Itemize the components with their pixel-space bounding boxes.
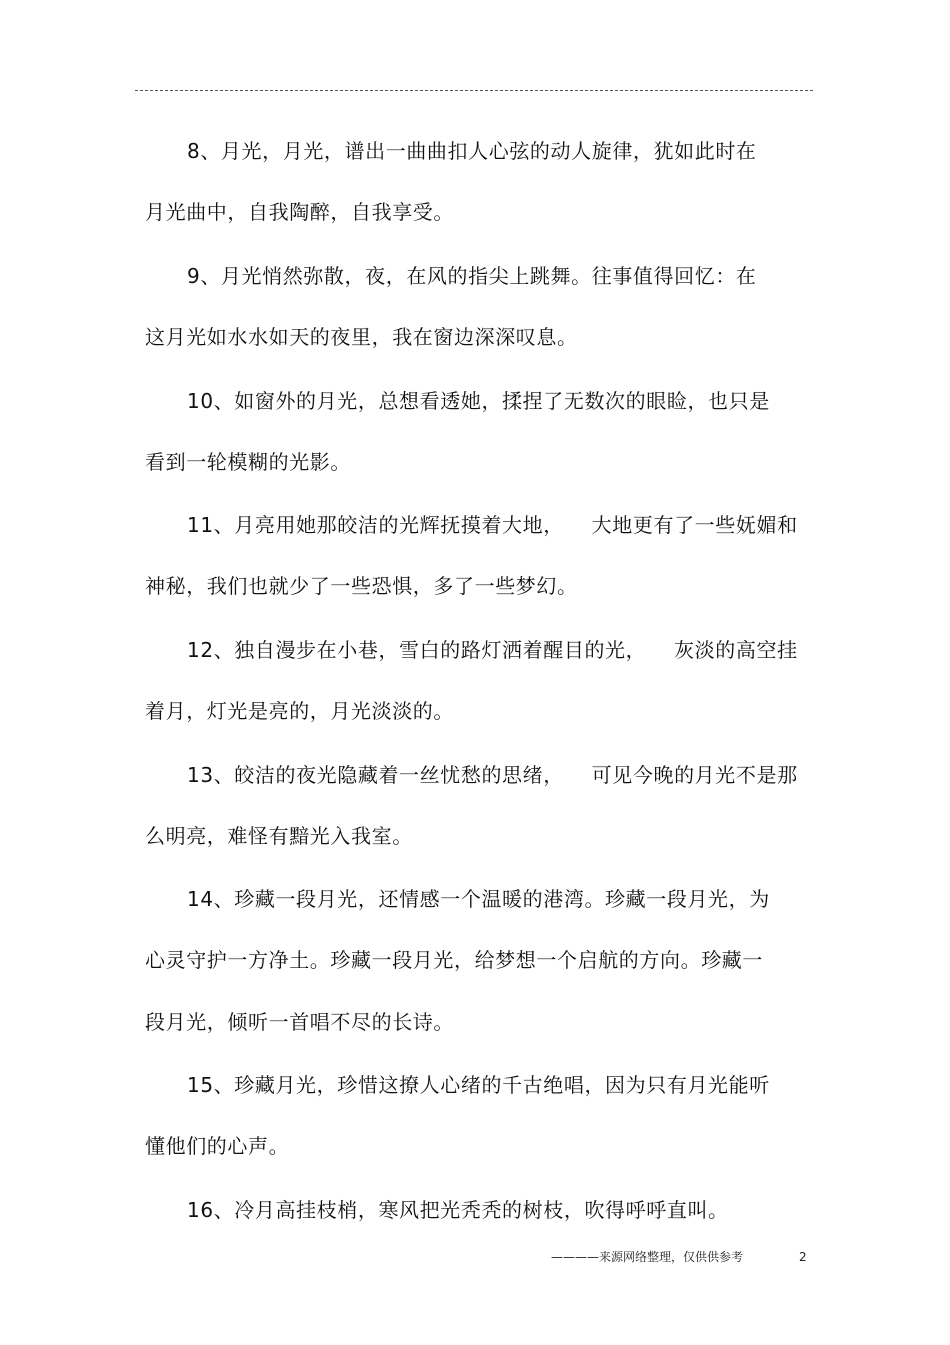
- paragraph-11-line-1: 11、月亮用她那皎洁的光辉抚摸着大地， 大地更有了一些妩媚和: [187, 513, 798, 537]
- paragraph-8-line-1: 8、月光，月光，谱出一曲曲扣人心弦的动人旋律，犹如此时在: [187, 139, 757, 163]
- paragraph-9-line-1: 9、月光悄然弥散，夜，在风的指尖上跳舞。往事值得回忆：在: [187, 264, 757, 288]
- paragraph-14-line-2: 心灵守护一方净土。珍藏一段月光，给梦想一个启航的方向。珍藏一: [145, 948, 763, 972]
- paragraph-8-line-2: 月光曲中，自我陶醉，自我享受。: [145, 200, 454, 224]
- paragraph-13-line-2: 么明亮，难怪有黯光入我室。: [145, 824, 413, 848]
- paragraph-11-line-2: 神秘，我们也就少了一些恐惧，多了一些梦幻。: [145, 574, 578, 598]
- paragraph-12-line-1: 12、独自漫步在小巷，雪白的路灯洒着醒目的光， 灰淡的高空挂: [187, 638, 798, 662]
- paragraph-15-line-2: 懂他们的心声。: [145, 1134, 290, 1158]
- paragraph-12-line-2: 着月，灯光是亮的，月光淡淡的。: [145, 699, 454, 723]
- paragraph-10-line-1: 10、如窗外的月光，总想看透她，揉捏了无数次的眼睑，也只是: [187, 389, 770, 413]
- paragraph-15-line-1: 15、珍藏月光，珍惜这撩人心绪的千古绝唱，因为只有月光能听: [187, 1073, 770, 1097]
- paragraph-16-line-1: 16、冷月高挂枝梢，寒风把光秃秃的树枝，吹得呼呼直叫。: [187, 1198, 729, 1222]
- header-rule: [135, 90, 813, 91]
- paragraph-9-line-2: 这月光如水水如天的夜里，我在窗边深深叹息。: [145, 325, 578, 349]
- paragraph-10-line-2: 看到一轮模糊的光影。: [145, 450, 351, 474]
- page-number: 2: [799, 1250, 807, 1264]
- paragraph-14-line-1: 14、珍藏一段月光，还情感一个温暖的港湾。珍藏一段月光，为: [187, 887, 770, 911]
- paragraph-14-line-3: 段月光，倾听一首唱不尽的长诗。: [145, 1010, 454, 1034]
- paragraph-13-line-1: 13、皎洁的夜光隐藏着一丝忧愁的思绪， 可见今晚的月光不是那: [187, 763, 798, 787]
- footer-source-note: ————来源网络整理，仅供供参考: [551, 1250, 744, 1264]
